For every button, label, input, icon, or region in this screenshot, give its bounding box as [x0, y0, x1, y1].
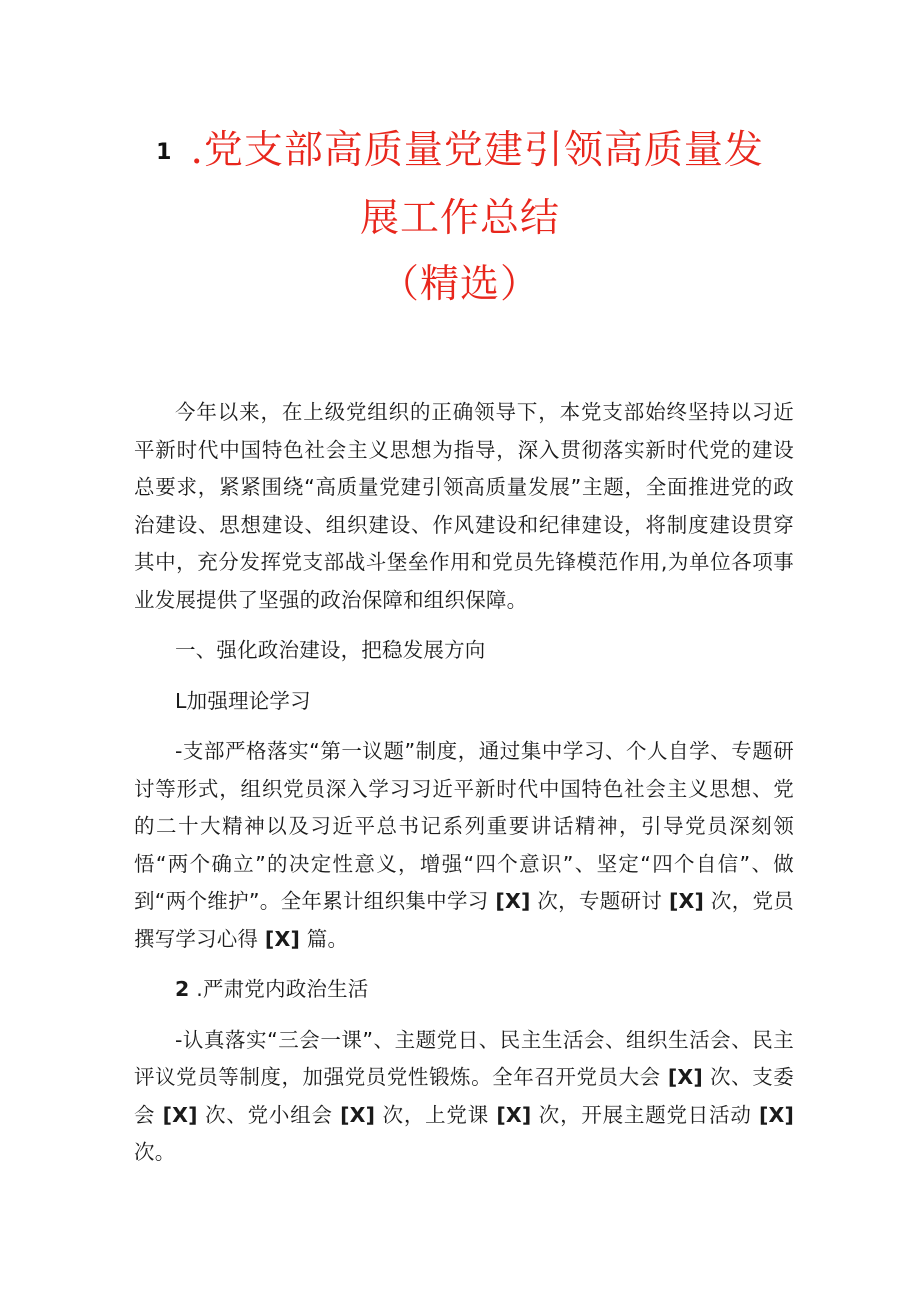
title-line-2: 展工作总结: [359, 196, 560, 241]
text-run: 次，上党课: [382, 1102, 489, 1127]
title-line-3: （精选）: [379, 262, 540, 307]
intro-paragraph: 今年以来，在上级党组织的正确领导下，本党支部始终坚持以习近平新时代中国特色社会主义思想为指导，深入贯彻落实新时代党的建设总要求，紧紧围绕“高质量党建引领高质量发展”主题，全面推进党的政治建设、思想建设、组织建设、作风建设和纪律建设，将制度建设贯穿其中，充分发挥党支部战斗堡垒作用和党员先锋模范作用,为单位各项事业发展提供了坚强的政治保障和组织保障。: [134, 400, 794, 612]
section-1-heading: 一、强化政治建设，把稳发展方向: [175, 638, 486, 662]
placeholder-count: [X]: [667, 1065, 703, 1089]
subsection-2-title: .严肃党内政治生活: [196, 977, 369, 1001]
text-run: 次、党小组会: [205, 1102, 333, 1127]
text-run: 篇。: [306, 926, 349, 951]
text-run: -认真落实“三会一课”、主题党日、民主生活会、组织生活会、民主评议党员等制度，加强党员党性锻炼。全年召开党员大会: [134, 1027, 794, 1089]
subsection-2-paragraph: [134, 1022, 794, 1172]
subsection-2-heading: [134, 971, 794, 1009]
placeholder-count: [X]: [668, 889, 705, 913]
title-text-1: .党支部高质量党建引领高质量发: [190, 128, 764, 173]
text-run: 次、支委会: [134, 1065, 795, 1127]
subsection-2-number: 2: [175, 977, 190, 1001]
placeholder-count: [X]: [264, 926, 301, 951]
placeholder-count: [X]: [162, 1102, 198, 1127]
text-run: 次。: [134, 1140, 176, 1164]
text-run: -支部严格落实“第一议题”制度，通过集中学习、个人自学、专题研讨等形式，组织党员深入学习习近平新时代中国特色社会主义思想、党的二十大精神以及习近平总书记系列重要讲话精神，引导党员深刻领悟“两个确立”的决定性意义，增强“四个意识”、坚定“四个自信”、做到“两个维护”。全年累计组织集中学习: [134, 739, 794, 913]
text-run: 次，专题研讨: [537, 889, 663, 913]
placeholder-count: [X]: [758, 1102, 795, 1127]
placeholder-count: [X]: [340, 1102, 376, 1127]
placeholder-count: [X]: [496, 1102, 532, 1127]
text-run: 次，开展主题党日活动: [538, 1102, 752, 1127]
title-line-1: [0, 118, 920, 186]
placeholder-count: [X]: [495, 889, 531, 913]
title-number: 1: [156, 140, 173, 165]
document-body: [134, 394, 794, 1172]
subsection-1-paragraph: [134, 733, 794, 958]
document-title: [0, 118, 920, 318]
subsection-1-heading: L加强理论学习: [175, 688, 311, 713]
text-run: 次，党员撰写学习心得: [134, 889, 794, 951]
